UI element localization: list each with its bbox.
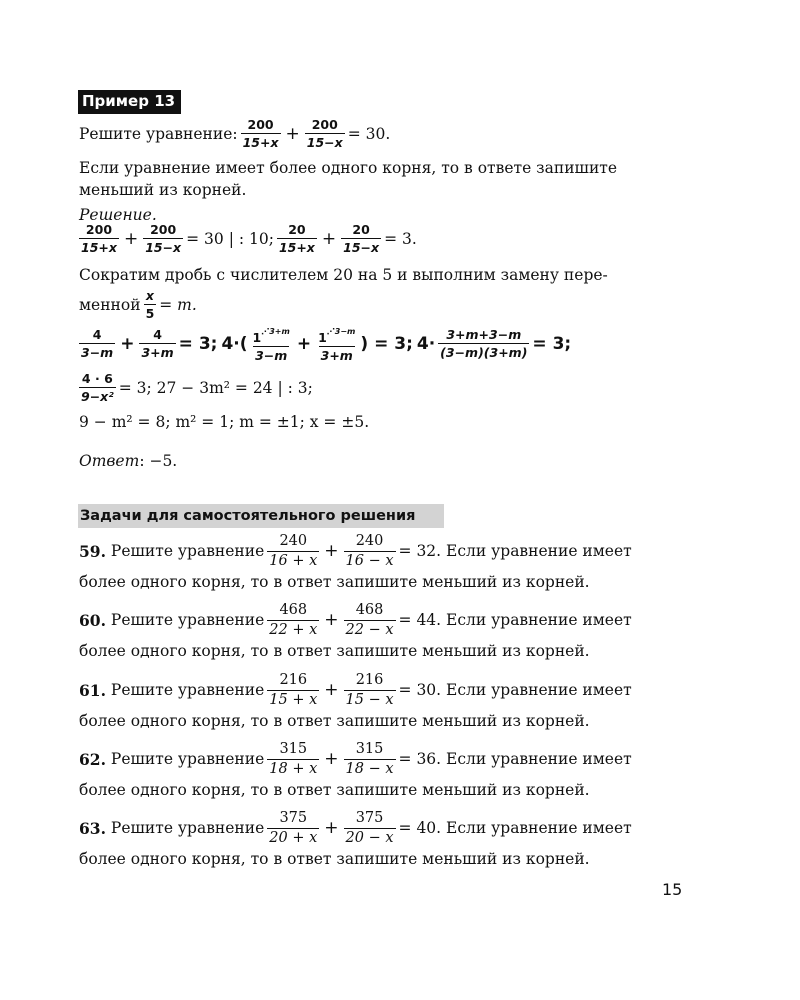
step-text: = 3; bbox=[178, 333, 218, 354]
numerator: 4 · 6 bbox=[81, 371, 113, 386]
text-line: Сократим дробь с числителем 20 на 5 и выполним замену пере- bbox=[79, 266, 608, 284]
step-text: = 30 | : 10; bbox=[186, 229, 274, 248]
numerator: 3+m+3−m bbox=[446, 327, 522, 342]
text-prefix: менной bbox=[79, 295, 141, 314]
denominator: 16 + x bbox=[269, 552, 318, 569]
denominator: 15−x bbox=[343, 240, 380, 255]
task-rhs: = 40. bbox=[398, 819, 442, 837]
task-prefix: Решите уравнение bbox=[110, 542, 265, 560]
denominator: 18 − x bbox=[345, 760, 394, 777]
fraction bbox=[341, 222, 381, 255]
denominator: 15−x bbox=[145, 240, 182, 255]
denominator: 9−x² bbox=[81, 389, 114, 404]
numerator: 216 bbox=[279, 671, 308, 688]
task-line2: более одного корня, то в ответ запишите меньший из корней. bbox=[79, 573, 590, 591]
numerator: 20 bbox=[352, 222, 370, 237]
fraction bbox=[267, 533, 319, 570]
numerator: 468 bbox=[279, 601, 308, 618]
fraction bbox=[79, 327, 115, 360]
numerator: x bbox=[145, 288, 154, 303]
substitution-line bbox=[79, 288, 197, 321]
step-text: ) = 3; bbox=[360, 333, 413, 354]
denominator: 3+m bbox=[141, 345, 174, 360]
task-prefix: Решите уравнение bbox=[110, 611, 265, 629]
task-63 bbox=[79, 808, 632, 870]
plus-sign: + bbox=[324, 749, 339, 769]
numerator: 216 bbox=[355, 671, 384, 688]
denominator: 20 − x bbox=[345, 829, 394, 846]
plus-sign: + bbox=[285, 123, 300, 144]
answer-label: Ответ bbox=[79, 452, 140, 470]
fraction bbox=[251, 324, 292, 363]
task-prefix: Решите уравнение bbox=[110, 681, 265, 699]
denominator: 22 + x bbox=[269, 621, 318, 638]
condition-line: меньший из корней. bbox=[79, 181, 247, 199]
fraction bbox=[344, 602, 396, 639]
task-62 bbox=[79, 739, 632, 801]
task-rhs: = 36. bbox=[398, 750, 442, 768]
numerator: 4 bbox=[92, 327, 102, 342]
task-tail: Если уравнение имеет bbox=[446, 750, 632, 768]
plus-sign: + bbox=[324, 541, 339, 561]
denominator: 15+x bbox=[278, 240, 315, 255]
denominator: 15 − x bbox=[345, 691, 394, 708]
denominator: 3+m bbox=[320, 348, 353, 363]
solution-step-4: 9 − m² = 8; m² = 1; m = ±1; x = ±5. bbox=[79, 413, 370, 431]
denominator: 20 + x bbox=[269, 829, 318, 846]
example-task bbox=[79, 117, 390, 150]
fraction bbox=[144, 288, 157, 321]
plus-sign: + bbox=[324, 610, 339, 630]
numerator bbox=[316, 324, 357, 346]
numerator-base: 1 bbox=[252, 330, 262, 345]
task-number: 62. bbox=[79, 749, 106, 769]
fraction bbox=[344, 810, 396, 847]
step-text: = 3; bbox=[532, 333, 572, 354]
numerator: 375 bbox=[355, 809, 384, 826]
task-61 bbox=[79, 670, 632, 732]
denominator: 5 bbox=[145, 306, 155, 321]
task-line2: более одного корня, то в ответ запишите меньший из корней. bbox=[79, 850, 590, 868]
plus-sign: + bbox=[123, 228, 139, 249]
fraction bbox=[79, 371, 116, 404]
task-prefix: Решите уравнение bbox=[110, 819, 265, 837]
numerator: 200 bbox=[150, 222, 177, 237]
numerator: 315 bbox=[279, 740, 308, 757]
denominator: 3−m bbox=[255, 348, 288, 363]
denominator: 16 − x bbox=[345, 552, 394, 569]
denominator: 18 + x bbox=[269, 760, 318, 777]
fraction bbox=[344, 741, 396, 778]
task-59 bbox=[79, 531, 632, 593]
numerator: 240 bbox=[355, 532, 384, 549]
denominator: 15−x bbox=[306, 135, 343, 150]
example-task-prefix: Решите уравнение: bbox=[79, 124, 238, 143]
numerator: 240 bbox=[279, 532, 308, 549]
numerator: 315 bbox=[355, 740, 384, 757]
fraction bbox=[267, 741, 319, 778]
task-line2: более одного корня, то в ответ запишите меньший из корней. bbox=[79, 712, 590, 730]
step-text: = 3. bbox=[384, 229, 417, 248]
solution-label: Решение. bbox=[79, 206, 157, 224]
task-tail: Если уравнение имеет bbox=[446, 819, 632, 837]
answer-value: : −5. bbox=[139, 452, 178, 470]
plus-sign: + bbox=[324, 680, 339, 700]
fraction bbox=[316, 324, 357, 363]
fraction bbox=[438, 327, 529, 360]
task-number: 59. bbox=[79, 541, 106, 561]
numerator bbox=[251, 324, 292, 346]
step-text: = 3; 27 − 3m² = 24 | : 3; bbox=[118, 378, 313, 397]
task-number: 61. bbox=[79, 680, 106, 700]
page-number: 15 bbox=[662, 880, 683, 899]
fraction bbox=[277, 222, 317, 255]
numerator: 4 bbox=[153, 327, 162, 342]
fraction bbox=[241, 117, 281, 150]
numerator-base: 1 bbox=[318, 330, 327, 345]
solution-step-2 bbox=[79, 324, 571, 363]
task-line2: более одного корня, то в ответ запишите меньший из корней. bbox=[79, 781, 590, 799]
task-number: 63. bbox=[79, 818, 106, 838]
plus-sign: + bbox=[120, 333, 135, 354]
task-tail: Если уравнение имеет bbox=[446, 611, 632, 629]
section-title: Задачи для самостоятельного решения bbox=[78, 504, 444, 528]
numerator: 200 bbox=[311, 117, 338, 132]
fraction bbox=[267, 602, 319, 639]
task-60 bbox=[79, 600, 632, 662]
step-text: 4· bbox=[416, 333, 436, 354]
denominator: 15 + x bbox=[269, 691, 318, 708]
numerator: 200 bbox=[85, 222, 113, 237]
task-rhs: = 44. bbox=[398, 611, 442, 629]
task-rhs: = 32. bbox=[398, 542, 442, 560]
numerator-exponent: ⋰3+m bbox=[261, 327, 290, 336]
fraction bbox=[139, 327, 175, 360]
numerator: 375 bbox=[279, 809, 308, 826]
fraction bbox=[79, 222, 119, 255]
denominator: 15+x bbox=[242, 135, 279, 150]
rhs: = 30. bbox=[347, 124, 391, 143]
denominator: (3−m)(3+m) bbox=[440, 345, 528, 360]
fraction bbox=[267, 810, 319, 847]
step-text: = m. bbox=[159, 295, 197, 314]
condition-line: Если уравнение имеет более одного корня, то в ответе запишите bbox=[79, 159, 618, 177]
example-title: Пример 13 bbox=[78, 90, 181, 114]
denominator: 22 − x bbox=[345, 621, 394, 638]
fraction bbox=[267, 672, 319, 709]
denominator: 15+x bbox=[81, 240, 117, 255]
fraction bbox=[143, 222, 183, 255]
denominator: 3−m bbox=[81, 345, 114, 360]
step-text: 4·( bbox=[221, 333, 248, 354]
plus-sign: + bbox=[324, 818, 339, 838]
answer-line bbox=[79, 451, 177, 471]
task-tail: Если уравнение имеет bbox=[446, 681, 632, 699]
numerator: 200 bbox=[247, 117, 274, 132]
numerator-exponent: ⋰3−m bbox=[326, 327, 356, 336]
solution-step-1 bbox=[79, 222, 417, 255]
task-line2: более одного корня, то в ответ запишите меньший из корней. bbox=[79, 642, 590, 660]
fraction bbox=[344, 533, 396, 570]
task-rhs: = 30. bbox=[398, 681, 442, 699]
task-number: 60. bbox=[79, 610, 106, 630]
task-tail: Если уравнение имеет bbox=[446, 542, 632, 560]
solution-step-3 bbox=[79, 371, 313, 404]
numerator: 468 bbox=[355, 601, 384, 618]
plus-sign: + bbox=[321, 228, 337, 249]
fraction bbox=[344, 672, 396, 709]
task-prefix: Решите уравнение bbox=[110, 750, 265, 768]
fraction bbox=[305, 117, 345, 150]
plus-sign: + bbox=[296, 333, 312, 354]
numerator: 20 bbox=[288, 222, 306, 237]
